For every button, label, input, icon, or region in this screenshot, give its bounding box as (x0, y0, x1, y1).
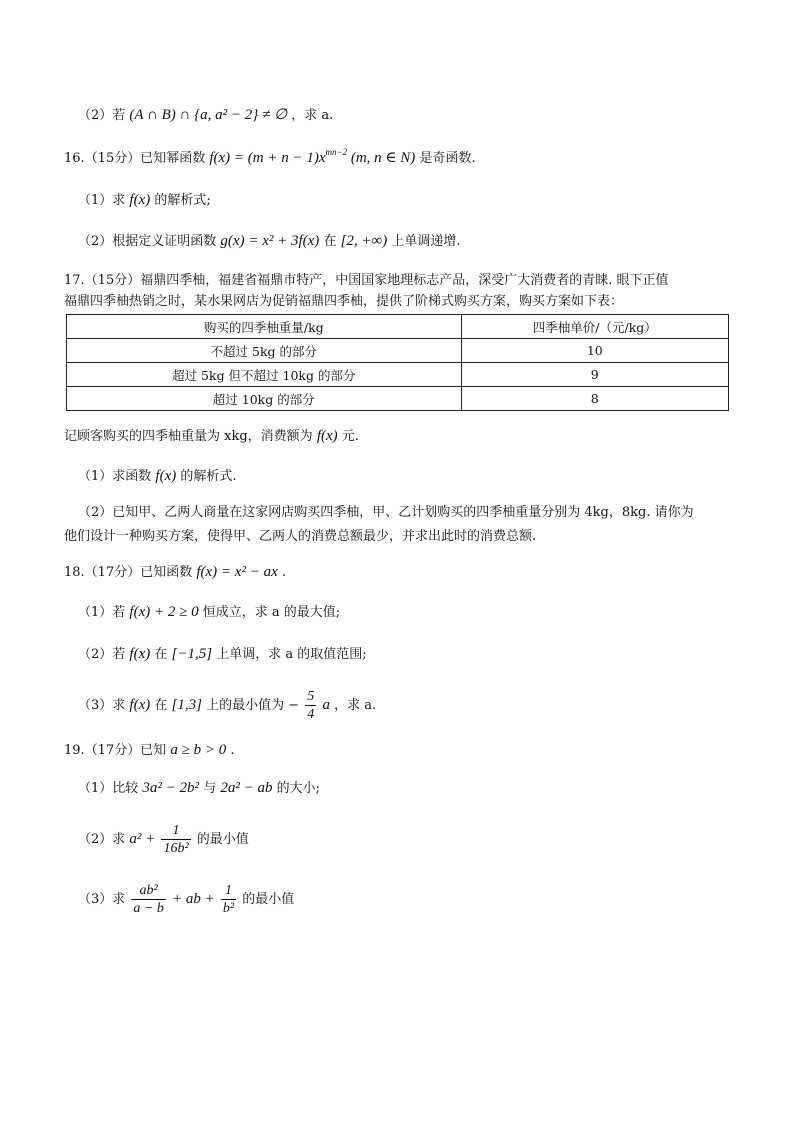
q18-part3-mid2: 上的最小值为 − (206, 698, 300, 713)
q18-header-prefix: 18.（17分）已知函数 (64, 565, 193, 580)
q18-header-suffix: . (281, 565, 287, 580)
table-row (67, 363, 729, 387)
q19-part1 (78, 778, 320, 799)
q19-header-math: a ≥ b > 0 (170, 742, 227, 758)
table-cell-weight: 不超过 5kg 的部分 (67, 339, 462, 363)
q16-part1 (78, 190, 211, 211)
q17-note (64, 426, 359, 447)
q18-part3-var: a (322, 697, 330, 713)
q16-part2-prefix: （2）根据定义证明函数 (78, 234, 217, 249)
q19-header (64, 740, 235, 761)
q18-part3-interval: [1,3] (171, 697, 202, 713)
q19-part3-fraction2 (221, 882, 236, 917)
q19-header-prefix: 19.（17分）已知 (64, 743, 167, 758)
q18-part2-interval: [−1,5] (171, 646, 213, 662)
q18-part2-mid: 在 (154, 647, 168, 662)
q18-part1-math: f(x) + 2 ≥ 0 (129, 604, 199, 620)
fraction-denominator: 4 (307, 707, 315, 722)
q19-part1-mid: 与 (203, 781, 217, 796)
q17-part1-suffix: 的解析式. (180, 469, 237, 484)
q18-part3 (78, 688, 376, 723)
q16-header-math: $f(x) = (m + n - 1)x^{mn-2}$ (m, n ∈ N) (209, 147, 416, 166)
table-cell-weight: 超过 5kg 但不超过 10kg 的部分 (67, 363, 462, 387)
q16-part2-math: g(x) = x² + 3f(x) (220, 233, 320, 249)
q18-part3-prefix: （3）求 (78, 698, 126, 713)
q18-part1-suffix: 恒成立，求 a 的最大值; (202, 605, 341, 620)
q18-part2 (78, 644, 367, 665)
q19-part3-suffix: 的最小值 (242, 892, 295, 907)
q19-part3-mid: + ab + (172, 891, 215, 907)
q15-part2-suffix: ，求 a. (291, 108, 334, 123)
q19-part2-suffix: 的最小值 (196, 832, 249, 847)
q15-part2 (78, 105, 333, 126)
q15-part2-prefix: （2）若 (78, 108, 126, 123)
q17-note-math: f(x) (316, 428, 338, 444)
fraction-numerator: ab² (131, 882, 165, 900)
q16-part1-prefix: （1）求 (78, 193, 126, 208)
q18-part2-prefix: （2）若 (78, 647, 126, 662)
q17-part1 (78, 466, 237, 487)
q16-part2-mid: 在 (323, 234, 337, 249)
price-table (66, 314, 729, 411)
q18-part3-fraction (305, 688, 316, 723)
q18-part1-prefix: （1）若 (78, 605, 126, 620)
q17-intro-line2: 福鼎四季柚热销之时，某水果网店为促销福鼎四季柚，提供了阶梯式购买方案，购买方案如下表： (64, 294, 624, 309)
q18-part1 (78, 602, 340, 623)
price-table-header-price: 四季柚单价/（元/kg） (461, 315, 728, 339)
q18-part2-suffix: 上单调，求 a 的取值范围; (216, 647, 367, 662)
q19-part1-prefix: （1）比较 (78, 781, 139, 796)
q15-part2-math: (A ∩ B) ∩ {a, a² − 2} ≠ ∅ (129, 107, 288, 123)
q17-part2-line2: 他们设计一种购买方案，使得甲、乙两人的消费总额最少，并求出此时的消费总额. (64, 529, 537, 544)
q19-header-suffix: . (230, 743, 235, 758)
fraction-numerator: 1 (221, 882, 236, 900)
q19-part1-suffix: 的大小; (276, 781, 320, 796)
q17-note-prefix: 记顾客购买的四季柚重量为 xkg，消费额为 (64, 429, 313, 444)
q19-part3-prefix: （3）求 (78, 892, 126, 907)
q18-part3-math: f(x) (129, 697, 151, 713)
q16-header-prefix: 16.（15分）已知幂函数 (64, 151, 206, 166)
q19-part3 (78, 882, 294, 917)
fraction-numerator: 5 (307, 689, 315, 704)
q18-header (64, 562, 286, 583)
q16-part1-suffix: 的解析式; (154, 193, 211, 208)
q16-part1-math: f(x) (129, 192, 151, 208)
q19-part2-fraction (161, 822, 190, 857)
q19-part2-prefix: （2）求 (78, 832, 126, 847)
q18-header-math: f(x) = x² − ax (196, 564, 278, 580)
q18-part3-suffix: ，求 a. (334, 698, 377, 713)
fraction-numerator: 1 (161, 822, 190, 840)
q17-part1-math: f(x) (155, 468, 177, 484)
q19-part2-math: a² + (129, 831, 156, 847)
table-row (67, 339, 729, 363)
q19-part2 (78, 822, 249, 857)
table-row (67, 387, 729, 411)
table-cell-price: 10 (461, 339, 728, 363)
fraction-denominator: b² (222, 901, 235, 916)
q19-part3-fraction1 (131, 882, 165, 917)
q17-part1-prefix: （1）求函数 (78, 469, 152, 484)
q16-header-suffix: 是奇函数. (419, 151, 476, 166)
price-table-header-row (67, 315, 729, 339)
q16-part2-suffix: 上单调递增. (391, 234, 461, 249)
q19-part1-math1: 3a² − 2b² (142, 780, 200, 796)
table-cell-price: 8 (461, 387, 728, 411)
q16-part2-interval: [2, +∞) (340, 233, 388, 249)
q17-part2-line1: （2）已知甲、乙两人商量在这家网店购买四季柚，甲、乙计划购买的四季柚重量分别为 4kg，8kg. 请你为 (78, 505, 694, 520)
q19-part1-math2: 2a² − ab (220, 780, 273, 796)
q18-part2-math: f(x) (129, 646, 151, 662)
q16-part2 (78, 231, 461, 252)
q17-note-suffix: 元. (341, 429, 359, 444)
fraction-denominator: a − b (133, 901, 164, 916)
q18-part3-mid: 在 (154, 698, 168, 713)
table-cell-weight: 超过 10kg 的部分 (67, 387, 462, 411)
q16-header (64, 148, 476, 169)
table-cell-price: 9 (461, 363, 728, 387)
q17-intro-line1: 17.（15分）福鼎四季柚，福建省福鼎市特产，中国国家地理标志产品，深受广大消费者的青睐. 眼下正值 (64, 273, 669, 288)
price-table-header-weight: 购买的四季柚重量/kg (67, 315, 462, 339)
fraction-denominator: 16b² (163, 841, 189, 856)
